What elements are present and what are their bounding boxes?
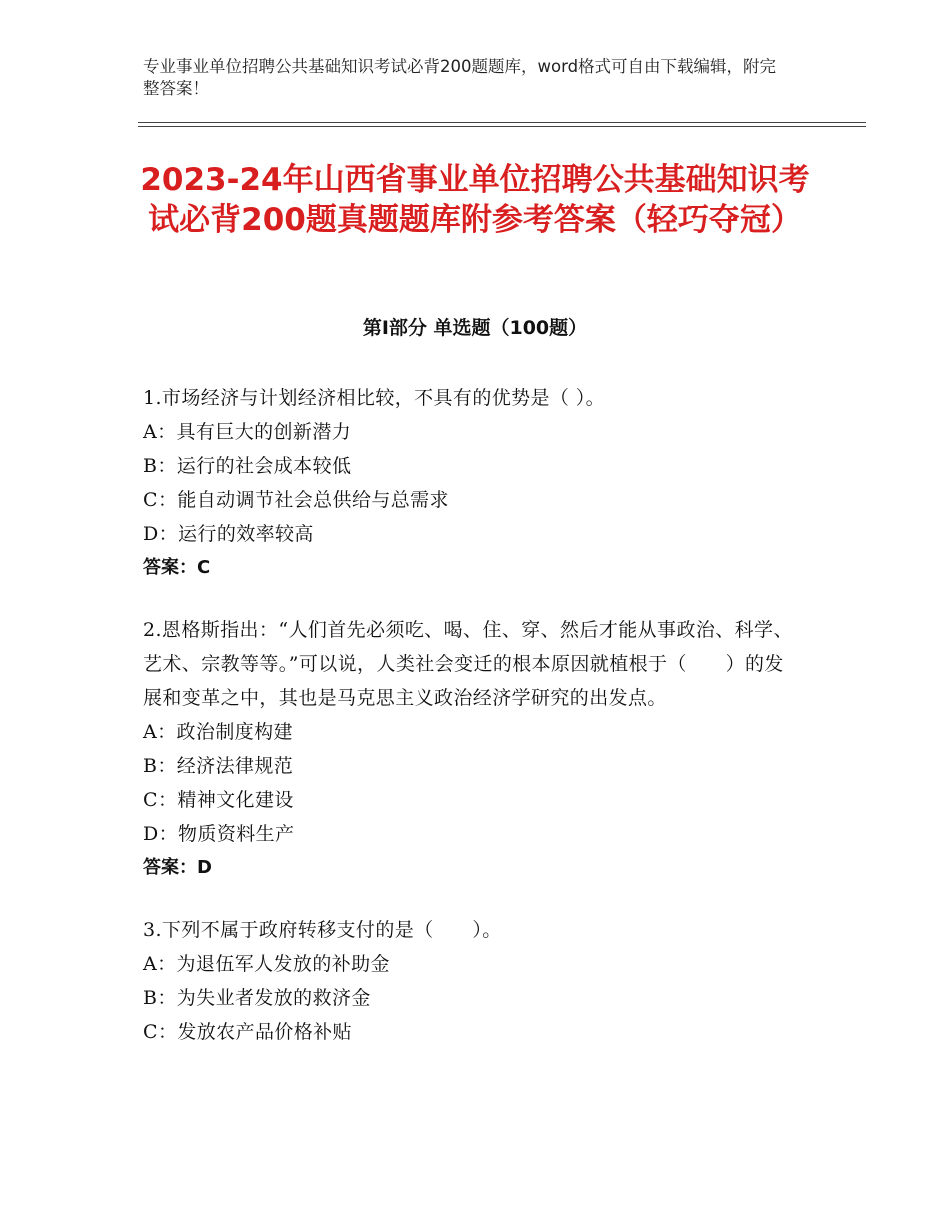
question-2 bbox=[143, 613, 798, 885]
answer: 答案：D bbox=[143, 857, 212, 878]
option-c: C：能自动调节社会总供给与总需求 bbox=[143, 489, 449, 511]
answer: 答案：C bbox=[143, 557, 211, 578]
option-c: C：发放农产品价格补贴 bbox=[143, 1021, 352, 1043]
document-title: 2023-24年山西省事业单位招聘公共基础知识考试必背200题真题题库附参考答案（轻巧夺冠） bbox=[140, 162, 810, 238]
question-1 bbox=[143, 381, 798, 585]
option-b: B：为失业者发放的救济金 bbox=[143, 987, 371, 1009]
option-d: D：物质资料生产 bbox=[143, 823, 295, 845]
section-title: 第Ⅰ部分 单选题（100题） bbox=[362, 317, 588, 339]
header-note: 专业事业单位招聘公共基础知识考试必背200题题库，word格式可自由下载编辑，附完整答案！ bbox=[143, 57, 777, 98]
question-3 bbox=[143, 913, 798, 1049]
option-a: A：具有巨大的创新潜力 bbox=[143, 421, 352, 443]
option-b: B：经济法律规范 bbox=[143, 755, 294, 777]
option-b: B：运行的社会成本较低 bbox=[143, 455, 352, 477]
option-a: A：政治制度构建 bbox=[143, 721, 293, 743]
question-stem: 1.市场经济与计划经济相比较，不具有的优势是（ ）。 bbox=[143, 387, 606, 409]
header-divider-top bbox=[138, 122, 866, 123]
header-divider-bottom bbox=[138, 126, 866, 127]
option-c: C：精神文化建设 bbox=[143, 789, 294, 811]
option-a: A：为退伍军人发放的补助金 bbox=[143, 953, 390, 975]
question-list bbox=[143, 381, 798, 1077]
option-d: D：运行的效率较高 bbox=[143, 523, 314, 545]
question-stem: 2.恩格斯指出：“人们首先必须吃、喝、住、穿、然后才能从事政治、科学、艺术、宗教等等。”可以说，人类社会变迁的根本原因就植根于（ ）的发展和变革之中，其也是马克思主义政治经济学研究的出发点。 bbox=[143, 619, 793, 709]
question-stem: 3.下列不属于政府转移支付的是（ ）。 bbox=[143, 919, 502, 941]
